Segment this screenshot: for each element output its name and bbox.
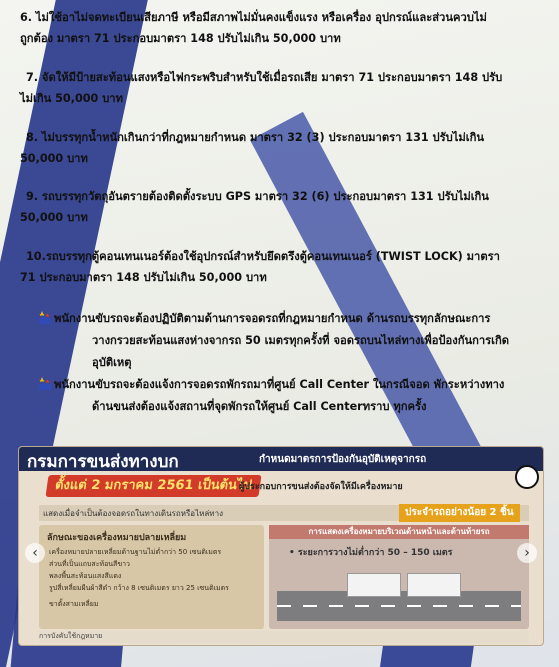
bullet-star-icon [38,377,52,391]
strip-highlight: ประจำรถอย่างน้อย 2 ชิ้น [399,504,520,522]
rule-6: 6. ไม่ใช้อาไม่จดทะเบียนเสียภาษี หรือมีสภาพไม่มั่นคงแข็งแรง หรือเครื่อง อุปกรณ์และส่วนควบไม่ ถูกต้อง มาตรา 71 ประกอบมาตรา 148 ปรับไม่เกิน 50,000 บาท [20,11,487,45]
banner-title: กรมการขนส่งทางบก [27,452,179,472]
bullet-star-icon [38,311,52,325]
carousel-prev-icon[interactable]: ‹ [25,543,45,563]
rule-10: 10.รถบรรทุกตู้คอนเทนเนอร์ต้องใช้อุปกรณ์สำหรับยึดตรึงตู้คอนเทนเนอร์ (TWIST LOCK) มาตรา 71 ประกอบมาตรา 148 ปรับไม่เกิน 50,000 บาท [20,250,500,284]
truck-icon [407,573,461,597]
banner-date: ตั้งแต่ 2 มกราคม 2561 เป็นต้นไป [45,475,261,497]
banner-date-text: ผู้ประกอบการขนส่งต้องจัดให้มีเครื่องหมาย [239,482,403,492]
dlt-safety-banner[interactable] [18,446,544,646]
bullet-item: พนักงานขับรถจะต้องแจ้งการจอดรถพักรถมาที่ศูนย์ Call Center ในกรณีจอด พักระหว่างทาง ด้านขนส่งต้องแจ้งสถานที่จุดพักรถให้ศูนย์ Call Centerทราบ ทุกครั้ง [38,374,504,418]
carousel-next-icon[interactable]: › [517,543,537,563]
truck-icon [347,573,401,597]
banner-footer: การบังคับใช้กฎหมาย [39,631,529,643]
banner-subtitle: กำหนดมาตรการป้องกันอุบัติเหตุจากรถ [259,454,427,465]
road-illustration [277,591,521,621]
close-icon[interactable] [515,465,539,489]
rule-8: 8. ไม่บรรทุกน้ำหนักเกินกว่าที่กฎหมายกำหนด มาตรา 32 (3) ประกอบมาตรา 131 ปรับไม่เกิน 50,000 บาท [20,131,484,165]
banner-strip: แสดงเมื่อจำเป็นต้องจอดรถในทางเดินรถหรือไหล่ทาง ประจำรถอย่างน้อย 2 ชิ้น [39,505,529,521]
sign-spec-panel: ลักษณะของเครื่องหมายปลายเหลี่ยม เครื่องหมายปลายเหลี่ยมด้านฐานไม่ต่ำกว่า 50 เซนติเมตร ส่วนที่เป็นแถบสะท้อนสีขาว พลงพื้นสะท้อนแสงสีแดง รูปสี่เหลี่ยมผืนผ้าสีดำ กว้าง 8 เซนติเมตร ยาว 25 เซนติเมตร ขาตั้งสามเหลี่ยม [39,525,264,629]
bullet-item: พนักงานขับรถจะต้องปฏิบัติตามด้านการจอดรถที่กฎหมายกำหนด ด้านรถบรรทุกลักษณะการ วางกรวยสะท้อนแสงห่างจากรถ 50 เมตรทุกครั้งที่ จอดรถบนไหล่ทางเพื่อป้องกันการเกิด อุบัติเหตุ [38,308,509,374]
rule-9: 9. รถบรรทุกวัตถุอันตรายต้องติดตั้งระบบ GPS มาตรา 32 (6) ประกอบมาตรา 131 ปรับไม่เกิน 50,000 บาท [20,190,489,224]
banner-header [19,447,543,471]
placement-panel: การแสดงเครื่องหมายบริเวณด้านหน้าและด้านท้ายรถ • ระยะการวางไม่ต่ำกว่า 50 – 150 เมตร [269,525,529,629]
rule-7: 7. จัดให้มีป้ายสะท้อนแสงหรือไฟกระพริบสำหรับใช้เมื่อรถเสีย มาตรา 71 ประกอบมาตรา 148 ปรับ ไม่เกิน 50,000 บาท [20,71,503,105]
